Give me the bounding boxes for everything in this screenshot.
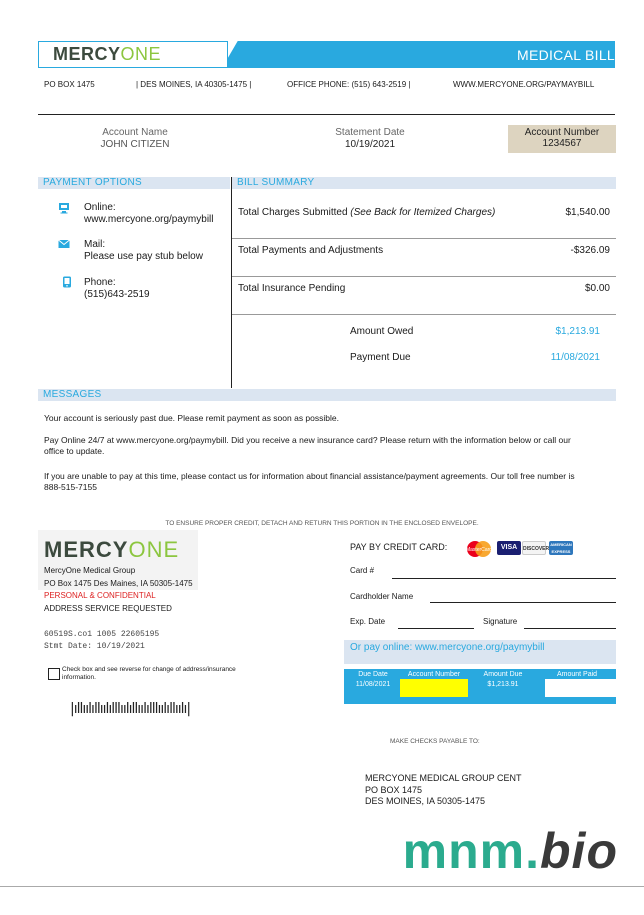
stub-service-requested: ADDRESS SERVICE REQUESTED bbox=[44, 604, 172, 613]
stub-statement-date: Stmt Date: 10/19/2021 bbox=[44, 642, 145, 651]
payable-line-3: DES MOINES, IA 50305-1475 bbox=[365, 796, 486, 806]
summary-divider bbox=[232, 276, 616, 277]
account-number-header: Account Number bbox=[407, 671, 461, 678]
signature-label: Signature bbox=[483, 617, 518, 626]
exp-date-label: Exp. Date bbox=[350, 617, 386, 626]
credit-card-title: PAY BY CREDIT CARD: bbox=[350, 542, 448, 552]
stub-org-name: MercyOne Medical Group bbox=[44, 566, 136, 575]
header-city: | DES MOINES, IA 40305-1475 | bbox=[136, 80, 252, 89]
payment-due-value: 11/08/2021 bbox=[550, 352, 600, 363]
bill-summary-header: BILL SUMMARY bbox=[232, 177, 616, 189]
due-date-header: Due Date bbox=[358, 671, 388, 678]
due-table bbox=[344, 669, 616, 704]
amex-icon: AMERICAN EXPRESS bbox=[550, 542, 572, 554]
account-number-label: Account Number bbox=[524, 127, 600, 138]
total-charges-label: Total Charges Submitted (See Back for Itemized Charges) bbox=[238, 207, 496, 218]
discover-icon: DISCOVER bbox=[522, 541, 546, 555]
address-change-checkbox[interactable] bbox=[48, 668, 60, 680]
amount-paid-header: Amount Paid bbox=[556, 671, 598, 678]
message-past-due: Your account is seriously past due. Please remit payment as soon as possible. bbox=[44, 413, 339, 423]
online-label: Online: bbox=[84, 202, 116, 213]
account-number-highlight bbox=[400, 679, 468, 697]
amount-owed-label: Amount Owed bbox=[350, 326, 414, 337]
header-phone: OFFICE PHONE: (515) 643-2519 | bbox=[287, 80, 411, 89]
total-payments-label: Total Payments and Adjustments bbox=[238, 245, 384, 256]
due-date-value: 11/08/2021 bbox=[355, 681, 391, 688]
visa-icon: VISA bbox=[497, 541, 521, 555]
mastercard-label: MasterCard bbox=[465, 547, 493, 553]
stub-confidential: PERSONAL & CONFIDENTIAL bbox=[44, 591, 156, 600]
barcode: |ıllıılıllıılılllıılıllıılılllıılıllıılı| bbox=[70, 701, 191, 717]
amount-owed-value: $1,213.91 bbox=[555, 326, 600, 337]
mastercard-icon bbox=[464, 540, 494, 558]
mail-icon bbox=[58, 238, 70, 250]
exp-date-field[interactable] bbox=[398, 628, 474, 629]
messages-header: MESSAGES bbox=[38, 389, 616, 401]
summary-divider bbox=[232, 314, 616, 315]
mail-label: Mail: bbox=[84, 239, 106, 250]
mail-value: Please use pay stub below bbox=[84, 251, 203, 262]
account-name-label: Account Name bbox=[102, 127, 168, 138]
cardholder-field[interactable] bbox=[430, 602, 616, 603]
divider bbox=[38, 114, 615, 115]
account-number-box bbox=[508, 125, 616, 153]
pay-online-bar[interactable]: Or pay online: www.mercyone.org/paymybill bbox=[344, 640, 616, 664]
stub-code-line: 60519S.co1 1005 22605195 bbox=[44, 630, 160, 639]
account-number-value: 1234567 bbox=[542, 138, 582, 149]
payment-due-label: Payment Due bbox=[350, 352, 411, 363]
mercyone-logo: MERCYONE bbox=[53, 44, 162, 64]
amount-due-header: Amount Due bbox=[483, 671, 523, 678]
summary-divider bbox=[232, 238, 616, 239]
computer-icon bbox=[58, 202, 70, 214]
online-url[interactable]: www.mercyone.org/paymybill bbox=[84, 214, 214, 225]
checks-payable-note: MAKE CHECKS PAYABLE TO: bbox=[390, 738, 480, 745]
signature-field[interactable] bbox=[524, 628, 616, 629]
amount-due-value: $1,213.91 bbox=[487, 681, 519, 688]
message-financial-assistance: If you are unable to pay at this time, please contact us for information about financial assistance/payment agreements. Our toll free number is 888-515-7155 bbox=[44, 471, 575, 492]
cardholder-label: Cardholder Name bbox=[350, 592, 414, 601]
stub-mercyone-logo: MERCYONE bbox=[44, 537, 180, 562]
mnm-bio-watermark: mnm.bio bbox=[402, 823, 618, 879]
card-number-field[interactable] bbox=[392, 578, 616, 579]
message-pay-online: Pay Online 24/7 at www.mercyone.org/paymybill. Did you receive a new insurance card? Please return with the information below or call our office to update. bbox=[44, 435, 571, 456]
payment-options-header: PAYMENT OPTIONS bbox=[38, 177, 230, 189]
payable-line-1: MERCYONE MEDICAL GROUP CENT bbox=[365, 773, 522, 783]
amount-paid-field[interactable] bbox=[545, 679, 616, 697]
column-divider bbox=[231, 177, 232, 388]
statement-date-label: Statement Date bbox=[335, 127, 405, 138]
header-po-box: PO BOX 1475 bbox=[44, 80, 95, 89]
phone-label: Phone: bbox=[84, 277, 116, 288]
total-payments-value: -$326.09 bbox=[570, 245, 610, 256]
card-number-label: Card # bbox=[350, 566, 375, 575]
header-logo-box bbox=[38, 41, 228, 68]
bottom-divider bbox=[0, 886, 644, 887]
stub-address: PO Box 1475 Des Maines, IA 50305-1475 bbox=[44, 579, 193, 588]
phone-icon bbox=[61, 276, 73, 288]
document-title: MEDICAL BILL bbox=[516, 47, 615, 63]
insurance-pending-value: $0.00 bbox=[584, 283, 610, 294]
phone-value: (515)643-2519 bbox=[84, 289, 150, 300]
insurance-pending-label: Total Insurance Pending bbox=[238, 283, 346, 294]
header-website: WWW.MERCYONE.ORG/PAYMAYBILL bbox=[453, 80, 595, 89]
total-charges-value: $1,540.00 bbox=[565, 207, 610, 218]
account-name-value: JOHN CITIZEN bbox=[100, 139, 170, 150]
payable-line-2: PO BOX 1475 bbox=[365, 785, 423, 795]
address-change-label: Check box and see reverse for change of address/insurance information. bbox=[62, 666, 236, 681]
statement-date-value: 10/19/2021 bbox=[344, 139, 396, 150]
detach-note: TO ENSURE PROPER CREDIT, DETACH AND RETURN THIS PORTION IN THE ENCLOSED ENVELOPE. bbox=[165, 520, 479, 527]
